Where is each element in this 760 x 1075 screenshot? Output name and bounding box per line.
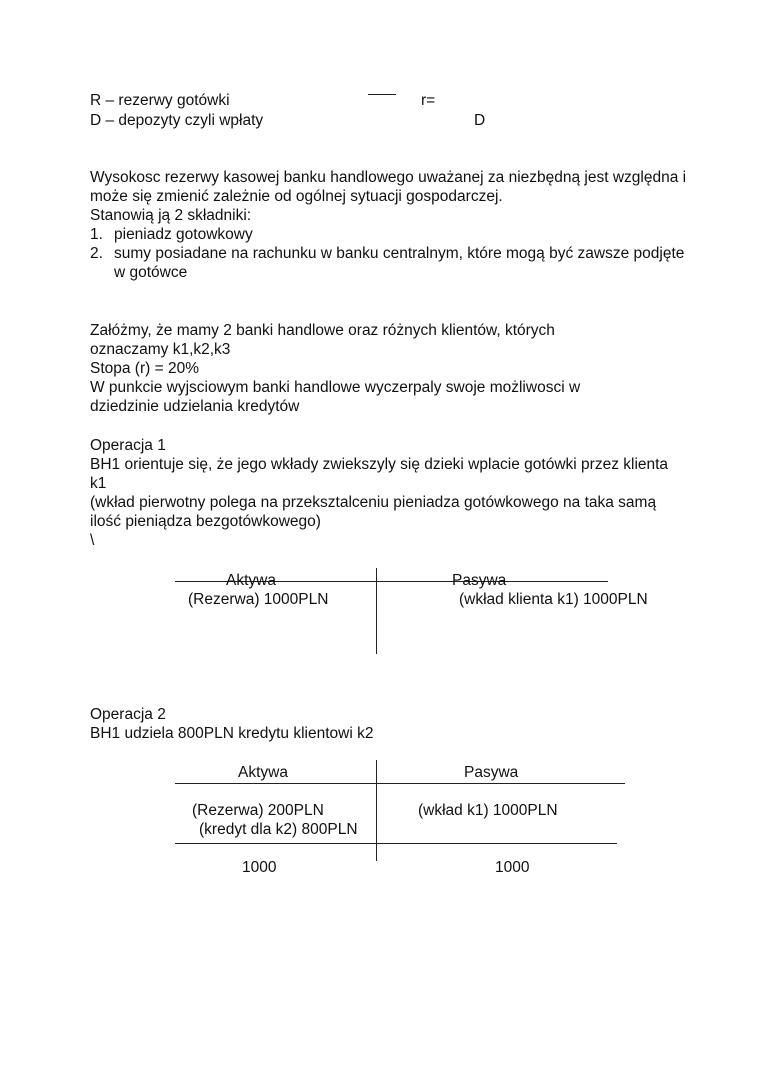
d-definition: D – depozyty czyli wpłaty [90,112,264,129]
t-account-horizontal [175,783,625,784]
reserve-paragraph [90,168,690,282]
stray-character: \ [90,532,95,549]
operation2-title: Operacja 2 [90,706,166,723]
assumption-line: Załóżmy, że mamy 2 banki handlowe oraz różnych klientów, których oznaczamy k1,k2,k3 [90,322,555,358]
reserve-text: Wysokosc rezerwy kasowej banku handlowego uważanej za niezbędną jest względna i może się zmienić zależnie od ogólnej sytuacji gospodarczej. [90,169,687,205]
r-definition: R – rezerwy gotówki [90,92,230,109]
operation1-note: (wkład pierwotny polega na przeksztalceniu pieniadza gotówkowego na taka samą ilość pieniądza bezgotówkowego) [90,494,657,530]
t-account-vertical [376,760,377,861]
list-text: sumy posiadane na rachunku w banku centralnym, które mogą być zawsze podjęte w gotówce [114,245,685,281]
operation1-section [90,436,670,550]
t-account-vertical [376,568,377,654]
liabilities-total: 1000 [495,859,530,876]
denominator: D [474,112,486,129]
list-item [90,225,690,244]
operation2-section [90,705,690,743]
list-number: 1. [90,226,103,243]
assets-header: Aktywa [238,764,288,781]
list-number: 2. [90,245,103,262]
components-intro: Stanowią ją 2 składniki: [90,207,252,224]
fraction-bar [368,94,396,95]
operation1-line: BH1 orientuje się, że jego wkłady zwiekszyly się dzieki wplacie gotówki przez klienta k1 [90,456,669,492]
assets-header: Aktywa [226,572,276,589]
liabilities-header: Pasywa [464,764,519,781]
liabilities-entry: (wkład k1) 1000PLN [418,802,558,819]
ratio-label: r= [421,92,436,109]
liabilities-entry: (wkład klienta k1) 1000PLN [459,591,648,608]
assets-entry: (Rezerwa) 200PLN [192,802,324,819]
liabilities-header: Pasywa [452,572,507,589]
operation2-line: BH1 udziela 800PLN kredytu klientowi k2 [90,725,374,742]
assets-total: 1000 [242,859,277,876]
assets-entry: (kredyt dla k2) 800PLN [199,821,358,838]
assumption-line: W punkcie wyjsciowym banki handlowe wyczerpaly swoje możliwosci w dziedzinie udzielania kredytów [90,379,581,415]
components-list [90,225,690,282]
assumptions-paragraph [90,321,630,416]
rate-line: Stopa (r) = 20% [90,360,199,377]
operation1-title: Operacja 1 [90,437,166,454]
assets-entry: (Rezerwa) 1000PLN [188,591,329,608]
list-item [90,244,690,282]
list-text: pieniadz gotowkowy [114,226,253,243]
totals-line [175,843,617,844]
